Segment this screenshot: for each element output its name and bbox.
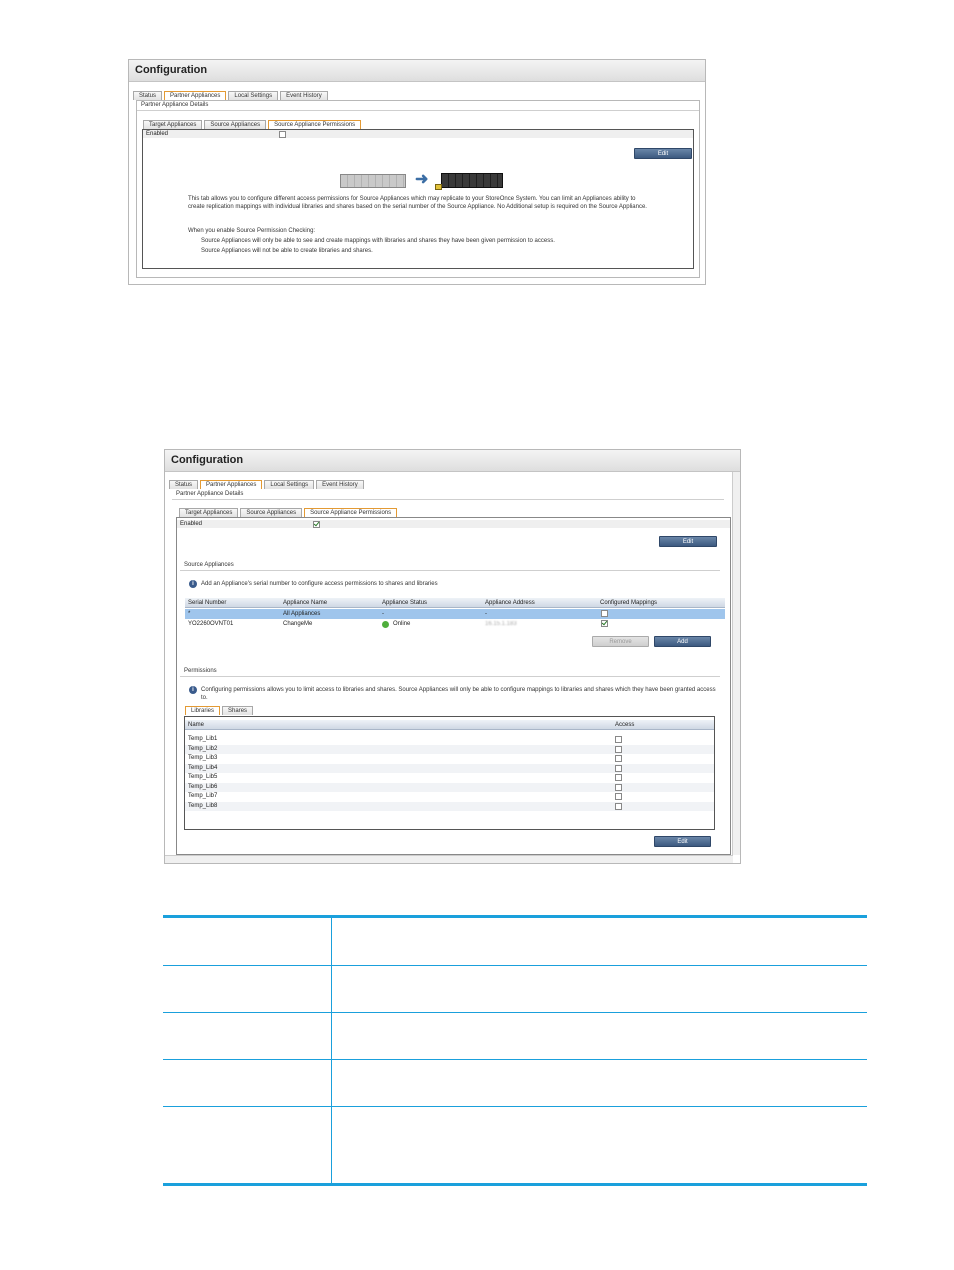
- tab-source-appliance-permissions[interactable]: Source Appliance Permissions: [304, 508, 397, 517]
- source-info-text: Add an Appliance's serial number to configure access permissions to shares and libraries: [201, 581, 438, 587]
- sub-tabs: [139, 120, 361, 129]
- config-panel-1: [128, 59, 706, 285]
- library-name: Temp_Lib6: [188, 783, 218, 790]
- add-button[interactable]: Add: [654, 636, 711, 647]
- tab-target-appliances[interactable]: Target Appliances: [179, 508, 238, 517]
- table-cell: [163, 1107, 332, 1183]
- permissions-label: Permissions: [180, 667, 720, 677]
- table-cell: [163, 918, 332, 965]
- name-cell: All Appliances: [283, 611, 321, 617]
- library-row[interactable]: [185, 754, 714, 764]
- edit-button[interactable]: Edit: [634, 148, 692, 159]
- col-appliance-name[interactable]: Appliance Name: [283, 600, 328, 606]
- enabled-row: [177, 520, 730, 528]
- library-row[interactable]: [185, 745, 714, 755]
- status-cell: Online: [393, 621, 411, 627]
- edit-permissions-button[interactable]: Edit: [654, 836, 711, 847]
- arrow-right-icon: ➜: [415, 171, 429, 188]
- vertical-scrollbar[interactable]: [732, 472, 740, 855]
- col-access[interactable]: Access: [615, 722, 635, 728]
- library-row[interactable]: [185, 735, 714, 745]
- library-name: Temp_Lib3: [188, 755, 218, 761]
- tab-source-appliance-permissions[interactable]: Source Appliance Permissions: [268, 120, 361, 129]
- mapped-checkbox[interactable]: [601, 620, 608, 627]
- libraries-table: [184, 716, 715, 830]
- panel-title: Configuration: [129, 60, 705, 82]
- main-tabs: [165, 480, 740, 489]
- library-name: Temp_Lib7: [188, 793, 218, 799]
- edit-button[interactable]: Edit: [659, 536, 717, 547]
- col-serial-number[interactable]: Serial Number: [188, 600, 227, 606]
- tab-status[interactable]: Status: [169, 480, 198, 489]
- details-box: [136, 100, 700, 278]
- library-row[interactable]: [185, 764, 714, 774]
- access-checkbox[interactable]: [615, 793, 622, 800]
- access-checkbox[interactable]: [615, 803, 622, 810]
- config-panel-2: [164, 449, 741, 864]
- tab-shares[interactable]: Shares: [222, 706, 253, 715]
- table-row: [163, 1013, 867, 1060]
- info-icon: i: [189, 686, 197, 694]
- bullet-1: Source Appliances will only be able to see and create mappings with libraries and shares they have been given permission to access.: [201, 238, 555, 244]
- access-checkbox[interactable]: [615, 736, 622, 743]
- library-row[interactable]: [185, 773, 714, 783]
- enabled-label: Enabled: [180, 521, 203, 527]
- permissions-content: [176, 517, 731, 855]
- permissions-info-text: Configuring permissions allows you to limit access to libraries and shares. Source Appliances will only be able to configure mappings to libraries and shares which they have been granted access to.: [201, 687, 716, 701]
- section-label: Partner Appliance Details: [137, 101, 699, 111]
- lock-icon: [435, 184, 442, 190]
- panel-title: Configuration: [165, 450, 740, 472]
- col-name[interactable]: Name: [188, 722, 205, 728]
- document-table: [163, 915, 867, 1186]
- tab-partner-appliances[interactable]: Partner Appliances: [164, 91, 226, 100]
- tab-local-settings[interactable]: Local Settings: [228, 91, 278, 100]
- table-row[interactable]: [185, 619, 725, 629]
- sub-tabs: [175, 508, 397, 517]
- remove-button[interactable]: Remove: [592, 636, 649, 647]
- table-row: [163, 918, 867, 966]
- tab-event-history[interactable]: Event History: [280, 91, 328, 100]
- section-label: Partner Appliance Details: [172, 490, 724, 500]
- col-configured-mappings[interactable]: Configured Mappings: [600, 600, 658, 606]
- tab-target-appliances[interactable]: Target Appliances: [143, 120, 202, 129]
- target-appliance-graphic: [441, 173, 503, 188]
- library-name: Temp_Lib5: [188, 774, 218, 780]
- tab-source-appliances[interactable]: Source Appliances: [240, 508, 302, 517]
- table-row: [163, 1060, 867, 1107]
- appliances-table-header: [185, 598, 725, 608]
- online-icon: [382, 621, 389, 628]
- access-checkbox[interactable]: [615, 784, 622, 791]
- main-tabs: [129, 91, 705, 100]
- permissions-content: [142, 129, 694, 269]
- permission-tabs: [181, 706, 253, 715]
- libraries-table-header: [185, 720, 714, 730]
- library-row[interactable]: [185, 792, 714, 802]
- status-cell: -: [382, 611, 384, 617]
- tab-event-history[interactable]: Event History: [316, 480, 364, 489]
- table-cell: [163, 966, 332, 1012]
- access-checkbox[interactable]: [615, 746, 622, 753]
- enabled-row: [143, 130, 693, 138]
- info-icon: i: [189, 580, 197, 588]
- library-name: Temp_Lib1: [188, 736, 218, 742]
- source-appliances-label: Source Appliances: [180, 561, 720, 571]
- source-appliance-graphic: [340, 174, 406, 188]
- address-cell: -: [485, 611, 487, 617]
- table-cell: [163, 1060, 332, 1106]
- serial-cell: YO2260OVNT01: [188, 621, 234, 627]
- library-row[interactable]: [185, 802, 714, 812]
- col-appliance-status[interactable]: Appliance Status: [382, 600, 428, 606]
- library-name: Temp_Lib2: [188, 745, 218, 752]
- mapped-checkbox[interactable]: [601, 610, 608, 617]
- library-row[interactable]: [185, 783, 714, 793]
- horizontal-scrollbar[interactable]: [165, 855, 733, 863]
- table-cell: [163, 1013, 332, 1059]
- enabled-checkbox[interactable]: [313, 521, 320, 528]
- tab-status[interactable]: Status: [133, 91, 162, 100]
- tab-partner-appliances[interactable]: Partner Appliances: [200, 480, 262, 489]
- library-name: Temp_Lib4: [188, 764, 218, 771]
- serial-cell: *: [188, 611, 191, 617]
- bullet-2: Source Appliances will not be able to create libraries and shares.: [201, 248, 373, 254]
- access-checkbox[interactable]: [615, 774, 622, 781]
- access-checkbox[interactable]: [615, 765, 622, 772]
- table-row: [163, 966, 867, 1013]
- address-cell: 16.15.1.183: [485, 621, 517, 627]
- tab-libraries[interactable]: Libraries: [185, 706, 220, 715]
- table-row: [163, 1107, 867, 1183]
- name-cell: ChangeMe: [283, 621, 313, 627]
- library-name: Temp_Lib8: [188, 802, 218, 809]
- description-text: This tab allows you to configure different access permissions for Source Appliances which may replicate to your StoreOnce System. You can limit an Appliances ability to create replication mappings with individual libraries and shares based on the serial number of the Source Appliance. No Additional setup is required on the Source Appliance.: [188, 196, 647, 210]
- enabled-label: Enabled: [146, 131, 169, 137]
- tab-local-settings[interactable]: Local Settings: [264, 480, 314, 489]
- enabled-checkbox[interactable]: [279, 131, 286, 138]
- when-heading: When you enable Source Permission Checking:: [188, 228, 316, 234]
- table-row[interactable]: [185, 609, 725, 619]
- tab-source-appliances[interactable]: Source Appliances: [204, 120, 266, 129]
- access-checkbox[interactable]: [615, 755, 622, 762]
- col-appliance-address[interactable]: Appliance Address: [485, 600, 535, 606]
